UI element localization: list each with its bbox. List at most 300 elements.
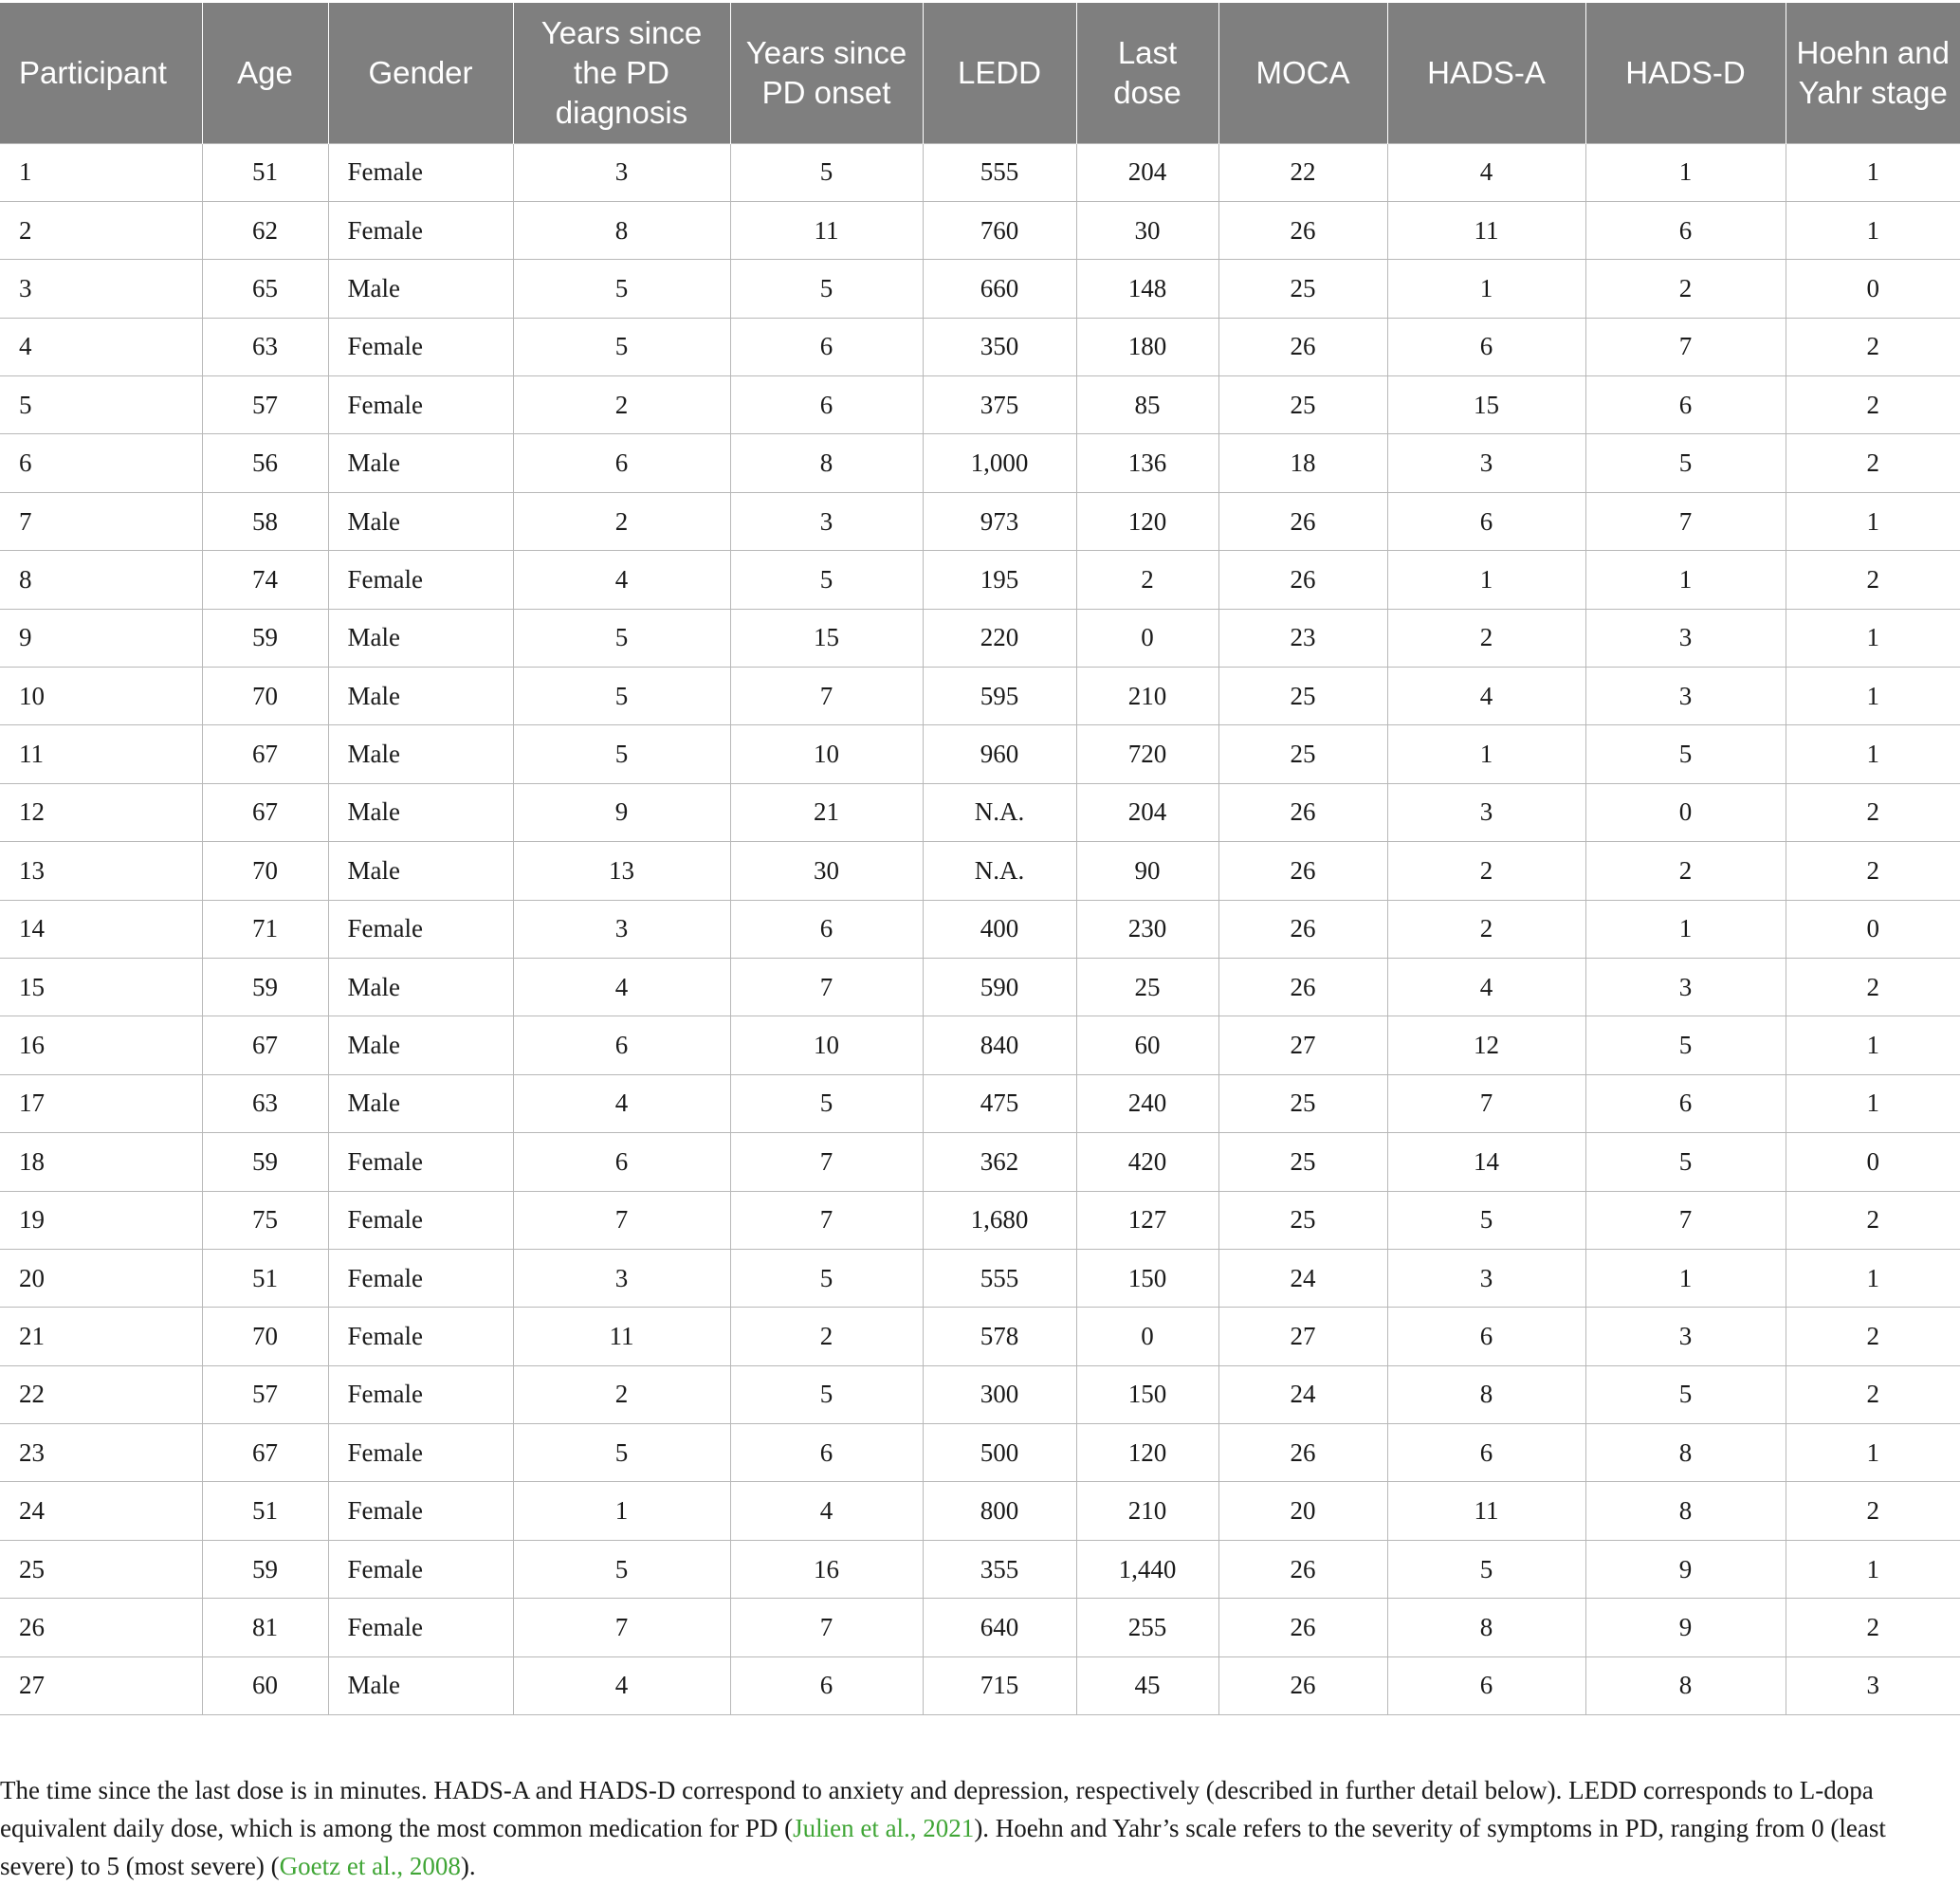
cell-moca: 26 [1218,492,1387,550]
cell-last-dose: 150 [1076,1249,1218,1307]
cell-hads-d: 2 [1585,260,1786,318]
cell-age: 58 [202,492,328,550]
cell-years-since-onset: 11 [730,201,923,259]
cell-participant: 9 [0,609,202,667]
cell-age: 57 [202,1365,328,1423]
cell-moca: 26 [1218,1540,1387,1598]
cell-hoehn-yahr: 1 [1786,201,1960,259]
cell-hoehn-yahr: 1 [1786,609,1960,667]
cell-hads-a: 2 [1387,609,1585,667]
cell-years-since-diagnosis: 6 [513,1016,730,1074]
cell-participant: 3 [0,260,202,318]
cell-participant: 27 [0,1656,202,1714]
cell-years-since-onset: 7 [730,668,923,725]
cell-years-since-onset: 5 [730,260,923,318]
cell-hads-a: 4 [1387,958,1585,1016]
cell-moca: 27 [1218,1016,1387,1074]
cell-hoehn-yahr: 2 [1786,1191,1960,1249]
cell-last-dose: 230 [1076,900,1218,958]
cell-hads-a: 12 [1387,1016,1585,1074]
table-row [0,1074,1960,1132]
cell-hads-d: 7 [1585,492,1786,550]
cell-last-dose: 136 [1076,434,1218,492]
cell-years-since-onset: 6 [730,1424,923,1482]
cell-hoehn-yahr: 2 [1786,842,1960,900]
cell-last-dose: 1,440 [1076,1540,1218,1598]
cell-last-dose: 127 [1076,1191,1218,1249]
cell-last-dose: 204 [1076,783,1218,841]
cell-age: 67 [202,1016,328,1074]
table-row [0,1599,1960,1656]
cell-ledd: 578 [923,1308,1076,1365]
cell-years-since-onset: 10 [730,1016,923,1074]
cell-moca: 27 [1218,1308,1387,1365]
cell-participant: 23 [0,1424,202,1482]
cell-participant: 11 [0,725,202,783]
header-years-since-diagnosis: Years since the PD diagnosis [513,3,730,143]
table-row [0,201,1960,259]
cell-hoehn-yahr: 1 [1786,1540,1960,1598]
cell-years-since-diagnosis: 5 [513,318,730,375]
cell-last-dose: 0 [1076,609,1218,667]
cell-hads-d: 5 [1585,434,1786,492]
cell-hads-d: 3 [1585,668,1786,725]
cell-last-dose: 150 [1076,1365,1218,1423]
cell-ledd: 375 [923,376,1076,434]
cell-hoehn-yahr: 2 [1786,1308,1960,1365]
cell-hads-d: 3 [1585,1308,1786,1365]
cell-hads-d: 7 [1585,1191,1786,1249]
cell-ledd: N.A. [923,783,1076,841]
cell-hads-d: 5 [1585,1365,1786,1423]
cell-age: 57 [202,376,328,434]
cell-years-since-onset: 6 [730,1656,923,1714]
header-hads-d: HADS-D [1585,3,1786,143]
cell-moca: 26 [1218,1656,1387,1714]
cell-gender: Male [328,260,513,318]
cell-gender: Female [328,551,513,609]
table-row [0,1656,1960,1714]
cell-last-dose: 720 [1076,725,1218,783]
cell-hads-a: 6 [1387,1308,1585,1365]
cell-years-since-diagnosis: 2 [513,376,730,434]
cell-years-since-diagnosis: 2 [513,492,730,550]
cell-participant: 19 [0,1191,202,1249]
cell-hads-a: 7 [1387,1074,1585,1132]
cell-hads-d: 1 [1585,900,1786,958]
cell-last-dose: 60 [1076,1016,1218,1074]
cell-moca: 26 [1218,900,1387,958]
cell-age: 65 [202,260,328,318]
cell-hads-d: 1 [1585,1249,1786,1307]
cell-years-since-onset: 5 [730,143,923,201]
cell-gender: Female [328,143,513,201]
citation-link-goetz[interactable]: Goetz et al., 2008 [279,1852,461,1880]
header-age: Age [202,3,328,143]
cell-participant: 10 [0,668,202,725]
cell-hads-a: 5 [1387,1191,1585,1249]
cell-years-since-onset: 16 [730,1540,923,1598]
cell-hads-d: 5 [1585,725,1786,783]
cell-hoehn-yahr: 2 [1786,434,1960,492]
cell-moca: 26 [1218,783,1387,841]
cell-hoehn-yahr: 2 [1786,1482,1960,1540]
cell-participant: 2 [0,201,202,259]
cell-participant: 4 [0,318,202,375]
cell-participant: 21 [0,1308,202,1365]
cell-gender: Male [328,958,513,1016]
cell-hoehn-yahr: 1 [1786,1424,1960,1482]
cell-last-dose: 148 [1076,260,1218,318]
cell-moca: 25 [1218,1074,1387,1132]
cell-hads-a: 5 [1387,1540,1585,1598]
cell-years-since-onset: 6 [730,376,923,434]
cell-hoehn-yahr: 0 [1786,260,1960,318]
cell-years-since-onset: 6 [730,900,923,958]
cell-last-dose: 420 [1076,1133,1218,1191]
cell-years-since-onset: 7 [730,1191,923,1249]
cell-gender: Male [328,492,513,550]
cell-hads-a: 2 [1387,842,1585,900]
footnote-text-2: ). Hoehn and Yahr’s scale refers to the severity of symptoms in PD, ranging from 0 (least severe) to 5 (most severe) ( [0,1814,1886,1880]
cell-hads-d: 9 [1585,1599,1786,1656]
cell-years-since-diagnosis: 4 [513,1074,730,1132]
cell-hoehn-yahr: 1 [1786,492,1960,550]
cell-hads-d: 3 [1585,609,1786,667]
cell-gender: Male [328,1016,513,1074]
cell-gender: Male [328,783,513,841]
cell-hads-a: 6 [1387,492,1585,550]
cell-age: 51 [202,1249,328,1307]
cell-gender: Female [328,1365,513,1423]
cell-hads-d: 8 [1585,1482,1786,1540]
cell-last-dose: 120 [1076,492,1218,550]
cell-years-since-diagnosis: 11 [513,1308,730,1365]
table-header-row [0,3,1960,143]
cell-gender: Female [328,1540,513,1598]
cell-hoehn-yahr: 2 [1786,783,1960,841]
cell-last-dose: 30 [1076,201,1218,259]
cell-participant: 18 [0,1133,202,1191]
cell-years-since-onset: 5 [730,1249,923,1307]
header-gender: Gender [328,3,513,143]
cell-moca: 20 [1218,1482,1387,1540]
cell-years-since-diagnosis: 4 [513,958,730,1016]
cell-years-since-onset: 30 [730,842,923,900]
cell-ledd: 840 [923,1016,1076,1074]
cell-ledd: 973 [923,492,1076,550]
cell-hads-a: 8 [1387,1365,1585,1423]
table-row [0,783,1960,841]
cell-hoehn-yahr: 2 [1786,1365,1960,1423]
table-row [0,900,1960,958]
cell-last-dose: 210 [1076,668,1218,725]
cell-ledd: 960 [923,725,1076,783]
cell-gender: Female [328,376,513,434]
cell-age: 67 [202,725,328,783]
cell-years-since-diagnosis: 5 [513,609,730,667]
cell-participant: 22 [0,1365,202,1423]
header-years-since-onset: Years since PD onset [730,3,923,143]
cell-ledd: 350 [923,318,1076,375]
table-row [0,434,1960,492]
cell-hoehn-yahr: 0 [1786,900,1960,958]
cell-hoehn-yahr: 1 [1786,668,1960,725]
cell-participant: 16 [0,1016,202,1074]
cell-last-dose: 204 [1076,143,1218,201]
cell-participant: 13 [0,842,202,900]
header-moca: MOCA [1218,3,1387,143]
cell-ledd: 595 [923,668,1076,725]
cell-hads-d: 2 [1585,842,1786,900]
table-row [0,1133,1960,1191]
table-row [0,668,1960,725]
cell-years-since-diagnosis: 5 [513,668,730,725]
header-ledd: LEDD [923,3,1076,143]
footnote-text-1: The time since the last dose is in minutes. HADS-A and HADS-D correspond to anxiety and depression, respectively (described in further detail below). LEDD corresponds to L-dopa equivalent daily dose, which is among the most common medication for PD ( [0,1776,1874,1842]
cell-gender: Male [328,842,513,900]
cell-age: 71 [202,900,328,958]
cell-moca: 26 [1218,958,1387,1016]
cell-hads-d: 9 [1585,1540,1786,1598]
cell-years-since-diagnosis: 13 [513,842,730,900]
cell-moca: 18 [1218,434,1387,492]
cell-years-since-diagnosis: 6 [513,434,730,492]
table-row [0,260,1960,318]
cell-participant: 24 [0,1482,202,1540]
cell-gender: Male [328,1656,513,1714]
table-row [0,1249,1960,1307]
cell-hads-a: 15 [1387,376,1585,434]
cell-moca: 25 [1218,1133,1387,1191]
cell-participant: 25 [0,1540,202,1598]
cell-hoehn-yahr: 3 [1786,1656,1960,1714]
cell-moca: 24 [1218,1365,1387,1423]
cell-years-since-diagnosis: 6 [513,1133,730,1191]
table-row [0,1540,1960,1598]
cell-ledd: 640 [923,1599,1076,1656]
cell-years-since-onset: 7 [730,1599,923,1656]
cell-years-since-onset: 6 [730,318,923,375]
cell-years-since-diagnosis: 4 [513,1656,730,1714]
cell-moca: 25 [1218,376,1387,434]
cell-ledd: 555 [923,1249,1076,1307]
cell-moca: 25 [1218,260,1387,318]
cell-ledd: 660 [923,260,1076,318]
cell-gender: Female [328,1599,513,1656]
cell-hads-d: 5 [1585,1133,1786,1191]
cell-ledd: 355 [923,1540,1076,1598]
cell-age: 63 [202,1074,328,1132]
cell-hads-d: 1 [1585,143,1786,201]
cell-moca: 25 [1218,725,1387,783]
cell-ledd: 800 [923,1482,1076,1540]
cell-last-dose: 255 [1076,1599,1218,1656]
cell-years-since-diagnosis: 9 [513,783,730,841]
cell-age: 56 [202,434,328,492]
cell-years-since-diagnosis: 4 [513,551,730,609]
cell-years-since-onset: 5 [730,1074,923,1132]
cell-hoehn-yahr: 1 [1786,143,1960,201]
table-row [0,842,1960,900]
cell-gender: Male [328,609,513,667]
cell-age: 67 [202,1424,328,1482]
cell-years-since-onset: 2 [730,1308,923,1365]
cell-moca: 26 [1218,551,1387,609]
cell-hads-d: 6 [1585,1074,1786,1132]
cell-hads-d: 1 [1585,551,1786,609]
cell-years-since-diagnosis: 5 [513,725,730,783]
cell-ledd: N.A. [923,842,1076,900]
cell-gender: Female [328,1308,513,1365]
cell-last-dose: 240 [1076,1074,1218,1132]
cell-last-dose: 45 [1076,1656,1218,1714]
cell-moca: 26 [1218,201,1387,259]
cell-years-since-diagnosis: 7 [513,1191,730,1249]
cell-participant: 17 [0,1074,202,1132]
cell-hads-a: 6 [1387,1656,1585,1714]
cell-last-dose: 180 [1076,318,1218,375]
cell-years-since-onset: 7 [730,1133,923,1191]
cell-years-since-onset: 4 [730,1482,923,1540]
cell-gender: Male [328,725,513,783]
cell-gender: Male [328,668,513,725]
cell-hoehn-yahr: 2 [1786,551,1960,609]
cell-gender: Female [328,1133,513,1191]
table-row [0,1482,1960,1540]
cell-years-since-onset: 5 [730,1365,923,1423]
cell-hads-a: 6 [1387,1424,1585,1482]
cell-ledd: 400 [923,900,1076,958]
cell-ledd: 220 [923,609,1076,667]
cell-last-dose: 2 [1076,551,1218,609]
cell-hoehn-yahr: 1 [1786,1249,1960,1307]
cell-participant: 1 [0,143,202,201]
cell-ledd: 362 [923,1133,1076,1191]
cell-gender: Male [328,434,513,492]
cell-participant: 20 [0,1249,202,1307]
table-row [0,1016,1960,1074]
cell-hads-a: 4 [1387,668,1585,725]
participant-table-container [0,3,1960,1715]
cell-hads-a: 1 [1387,260,1585,318]
cell-hads-d: 8 [1585,1424,1786,1482]
cell-gender: Female [328,201,513,259]
cell-years-since-diagnosis: 2 [513,1365,730,1423]
table-row [0,1191,1960,1249]
cell-age: 62 [202,201,328,259]
cell-age: 59 [202,1133,328,1191]
header-hads-a: HADS-A [1387,3,1585,143]
cell-age: 51 [202,1482,328,1540]
cell-last-dose: 120 [1076,1424,1218,1482]
cell-gender: Female [328,1249,513,1307]
cell-gender: Female [328,1482,513,1540]
cell-hads-a: 14 [1387,1133,1585,1191]
cell-years-since-onset: 10 [730,725,923,783]
table-row [0,143,1960,201]
table-row [0,492,1960,550]
cell-moca: 26 [1218,318,1387,375]
cell-gender: Female [328,1191,513,1249]
cell-years-since-diagnosis: 5 [513,260,730,318]
cell-age: 81 [202,1599,328,1656]
cell-gender: Female [328,900,513,958]
cell-age: 70 [202,842,328,900]
cell-years-since-onset: 3 [730,492,923,550]
cell-hads-a: 3 [1387,434,1585,492]
cell-years-since-onset: 5 [730,551,923,609]
cell-last-dose: 210 [1076,1482,1218,1540]
table-row [0,1308,1960,1365]
cell-ledd: 760 [923,201,1076,259]
cell-last-dose: 85 [1076,376,1218,434]
table-row [0,958,1960,1016]
table-body [0,143,1960,1715]
cell-ledd: 1,000 [923,434,1076,492]
cell-last-dose: 90 [1076,842,1218,900]
cell-gender: Female [328,318,513,375]
cell-hoehn-yahr: 0 [1786,1133,1960,1191]
cell-hads-a: 1 [1387,551,1585,609]
cell-participant: 15 [0,958,202,1016]
cell-age: 70 [202,668,328,725]
cell-hads-a: 11 [1387,201,1585,259]
cell-hads-d: 3 [1585,958,1786,1016]
citation-link-julien[interactable]: Julien et al., 2021 [793,1814,975,1842]
cell-ledd: 195 [923,551,1076,609]
cell-participant: 14 [0,900,202,958]
cell-age: 74 [202,551,328,609]
cell-moca: 25 [1218,1191,1387,1249]
cell-ledd: 1,680 [923,1191,1076,1249]
cell-participant: 7 [0,492,202,550]
cell-hads-d: 6 [1585,201,1786,259]
table-row [0,551,1960,609]
cell-age: 75 [202,1191,328,1249]
cell-hoehn-yahr: 1 [1786,725,1960,783]
cell-hads-a: 4 [1387,143,1585,201]
cell-ledd: 590 [923,958,1076,1016]
cell-ledd: 300 [923,1365,1076,1423]
table-row [0,318,1960,375]
table-row [0,609,1960,667]
cell-years-since-diagnosis: 7 [513,1599,730,1656]
table-row [0,376,1960,434]
cell-years-since-onset: 21 [730,783,923,841]
cell-years-since-onset: 7 [730,958,923,1016]
cell-gender: Female [328,1424,513,1482]
cell-participant: 12 [0,783,202,841]
header-hoehn-yahr: Hoehn and Yahr stage [1786,3,1960,143]
cell-last-dose: 0 [1076,1308,1218,1365]
cell-participant: 5 [0,376,202,434]
cell-participant: 26 [0,1599,202,1656]
cell-hoehn-yahr: 2 [1786,318,1960,375]
table-row [0,725,1960,783]
cell-years-since-diagnosis: 5 [513,1424,730,1482]
participant-table [0,3,1960,1715]
cell-ledd: 555 [923,143,1076,201]
cell-hads-d: 7 [1585,318,1786,375]
cell-moca: 23 [1218,609,1387,667]
cell-hoehn-yahr: 1 [1786,1074,1960,1132]
cell-age: 59 [202,958,328,1016]
cell-hads-a: 1 [1387,725,1585,783]
cell-years-since-onset: 15 [730,609,923,667]
cell-hads-d: 8 [1585,1656,1786,1714]
cell-last-dose: 25 [1076,958,1218,1016]
